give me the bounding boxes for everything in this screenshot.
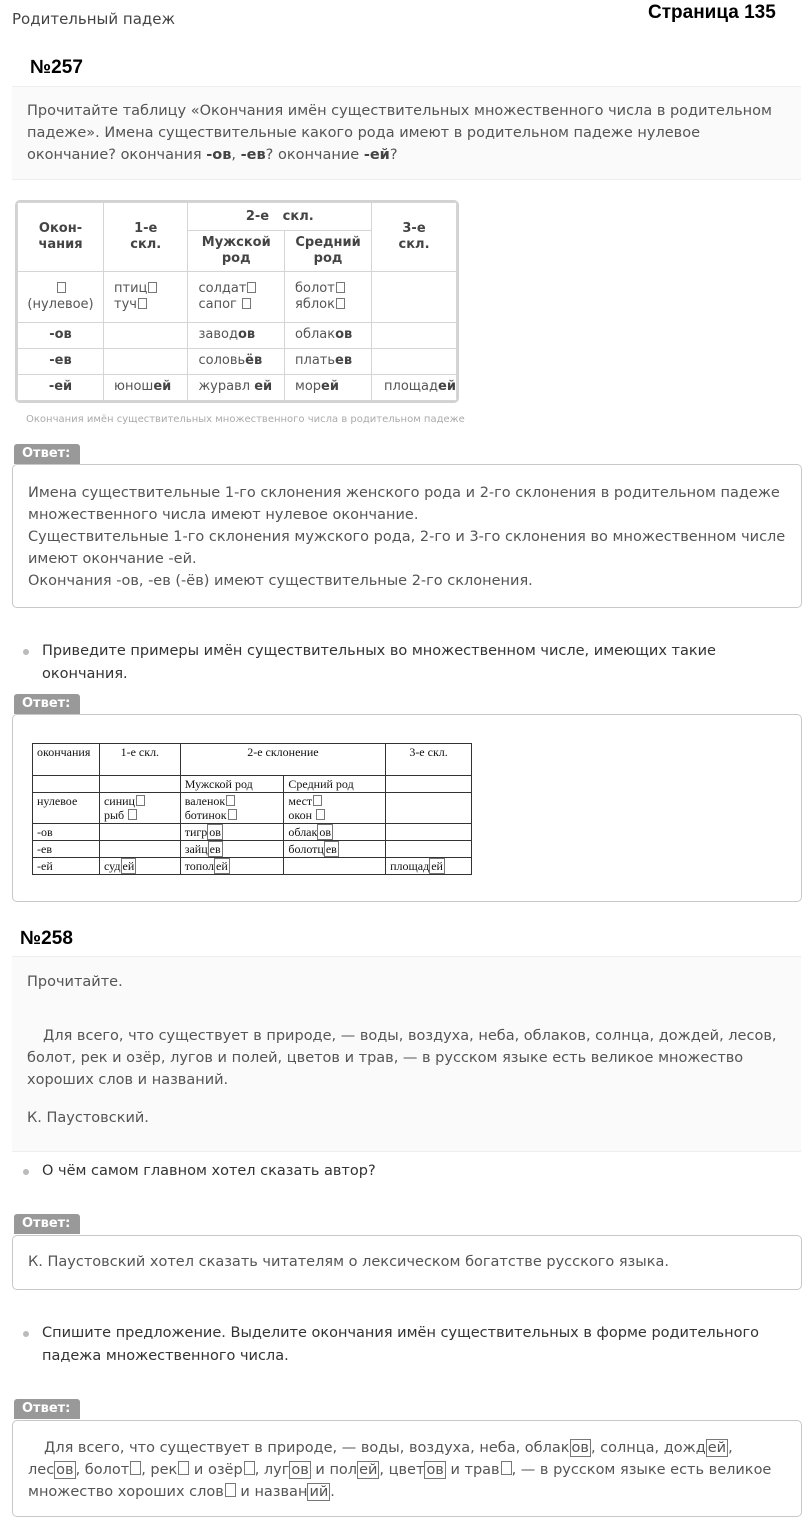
ath-decl-2: 2-е склонение bbox=[180, 744, 385, 776]
answer-258-2 bbox=[12, 1420, 802, 1517]
acell-ov-neut: облак ов bbox=[284, 824, 386, 841]
acell-ev-ending: -ев bbox=[33, 841, 100, 858]
acell-ev-masc: зайц ев bbox=[180, 841, 284, 858]
acell-ey-neut bbox=[284, 858, 386, 875]
cell-ey-decl1: юношей bbox=[104, 374, 188, 400]
cell-ey-neut: морей bbox=[285, 374, 372, 400]
answer-table bbox=[32, 743, 472, 875]
cell-ev-neut: платьев bbox=[285, 348, 372, 374]
cell-ov-decl3 bbox=[372, 322, 457, 348]
page-number: Страница 135 bbox=[648, 2, 776, 23]
cell-ey-ending: -ей bbox=[18, 374, 104, 400]
answer-table-image bbox=[32, 743, 472, 875]
acell-ey-masc: топол ей bbox=[180, 858, 284, 875]
ath-ending: окончания bbox=[33, 744, 100, 776]
answer-label-257-1: Ответ: bbox=[14, 444, 80, 464]
cell-ev-decl3 bbox=[372, 348, 457, 374]
cell-zero-masc: солдат сапог bbox=[188, 272, 285, 322]
ath-empty-2 bbox=[99, 776, 180, 793]
ath-masculine: Мужской род bbox=[180, 776, 284, 793]
answer-258-2-text: Для всего, что существует в природе, — воды, воздуха, неба, облак ов , солнца, дожд ей , лес ов , болот , рек и озёр , луг ов и пол ей , цвет ов и трав , — в русском языке есть великое множество хороших слов и назван ий . bbox=[28, 1440, 772, 1500]
acell-ov-decl1 bbox=[99, 824, 180, 841]
cell-ov-ending: -ов bbox=[18, 322, 104, 348]
acell-zero-neut: мест окон bbox=[284, 793, 386, 824]
ath-decl-1: 1-е скл. bbox=[99, 744, 180, 776]
answer-257-1-line3: Окончания -ов, -ев (-ёв) имеют существительные 2-го склонения. bbox=[28, 573, 533, 589]
question-257-2: Приведите примеры имён существительных во множественном числе, имеющих такие окончания. bbox=[22, 640, 792, 686]
question-258-2: Спишите предложение. Выделите окончания имён существительных в форме родительного падежа множественного числа. bbox=[22, 1322, 792, 1368]
cell-ov-decl1 bbox=[104, 322, 188, 348]
answer-label-258-1: Ответ: bbox=[14, 1214, 80, 1234]
cell-ev-decl1 bbox=[104, 348, 188, 374]
th-ending: Окон- чания bbox=[18, 203, 104, 272]
cell-ev-ending: -ев bbox=[18, 348, 104, 374]
table-caption: Окончания имён существительных множественного числа в родительном падеже bbox=[26, 414, 465, 425]
cell-ey-decl3: площадей bbox=[372, 374, 457, 400]
exercise-number-258: №258 bbox=[20, 928, 73, 949]
cell-ey-masc: журавл ей bbox=[188, 374, 285, 400]
acell-ev-decl3 bbox=[386, 841, 472, 858]
answer-258-1-text: К. Паустовский хотел сказать читателям о лексическом богатстве русского языка. bbox=[28, 1254, 669, 1270]
topic-title: Родительный падеж bbox=[12, 10, 176, 28]
acell-ey-ending: -ей bbox=[33, 858, 100, 875]
cell-ov-neut: облаков bbox=[285, 322, 372, 348]
acell-ey-decl1: суд ей bbox=[99, 858, 180, 875]
task-257-text: Прочитайте таблицу «Окончания имён существительных множественного числа в родительном падеже». Имена существительные какого рода имеют в родительном падеже нулевое окончание? окончания -ов, -ев? окончание -ей? bbox=[27, 103, 772, 163]
exercise-number-257: №257 bbox=[30, 57, 83, 78]
cell-ev-masc: соловьёв bbox=[188, 348, 285, 374]
ath-empty-3 bbox=[386, 776, 472, 793]
th-neuter: Средний род bbox=[285, 231, 372, 272]
answer-257-1-line2: Существительные 1-го склонения мужского рода, 2-го и 3-го склонения во множественном числе имеют окончание -ей. bbox=[28, 529, 786, 567]
task-257 bbox=[12, 86, 801, 180]
answer-257-1 bbox=[12, 464, 802, 608]
acell-ov-masc: тигр ов bbox=[180, 824, 284, 841]
acell-ey-decl3: площад ей bbox=[386, 858, 472, 875]
acell-ev-neut: болотц ев bbox=[284, 841, 386, 858]
answer-label-257-2: Ответ: bbox=[14, 694, 80, 714]
cell-zero-decl1: птиц туч bbox=[104, 272, 188, 322]
task-258-quote: Для всего, что существует в природе, — воды, воздуха, неба, облаков, солнца, дождей, лесов, болот, рек и озёр, лугов и полей, цветов и трав, — в русском языке есть великое множество хороших слов и названий. bbox=[27, 1028, 777, 1088]
th-masculine: Мужской род bbox=[188, 231, 285, 272]
question-258-1: О чём самом главном хотел сказать автор? bbox=[22, 1160, 792, 1183]
acell-ev-decl1 bbox=[99, 841, 180, 858]
answer-label-258-2: Ответ: bbox=[14, 1399, 80, 1419]
cell-zero-decl3 bbox=[372, 272, 457, 322]
task-258 bbox=[12, 956, 801, 1152]
cell-zero-neut: болот яблок bbox=[285, 272, 372, 322]
cell-zero-ending: (нулевое) bbox=[18, 272, 104, 322]
th-decl-2: 2-е скл. bbox=[188, 203, 372, 231]
th-decl-3: 3-е скл. bbox=[372, 203, 457, 272]
acell-zero-masc: валенок ботинок bbox=[180, 793, 284, 824]
task-258-instruction: Прочитайте. bbox=[27, 974, 123, 990]
textbook-table-image bbox=[15, 200, 459, 403]
empty-ending-box bbox=[57, 282, 66, 293]
acell-zero-ending: нулевое bbox=[33, 793, 100, 824]
acell-zero-decl1: синиц рыб bbox=[99, 793, 180, 824]
acell-ov-ending: -ов bbox=[33, 824, 100, 841]
ath-neuter: Средний род bbox=[284, 776, 386, 793]
acell-ov-decl3 bbox=[386, 824, 472, 841]
endings-table bbox=[17, 202, 457, 401]
cell-ov-masc: заводов bbox=[188, 322, 285, 348]
ath-empty-1 bbox=[33, 776, 100, 793]
ath-decl-3: 3-е скл. bbox=[386, 744, 472, 776]
task-258-author: К. Паустовский. bbox=[27, 1110, 149, 1126]
th-decl-1: 1-е скл. bbox=[104, 203, 188, 272]
answer-258-1 bbox=[12, 1235, 802, 1290]
answer-257-1-line1: Имена существительные 1-го склонения женского рода и 2-го склонения в родительном падеже множественного числа имеют нулевое окончание. bbox=[28, 485, 780, 523]
acell-zero-decl3 bbox=[386, 793, 472, 824]
